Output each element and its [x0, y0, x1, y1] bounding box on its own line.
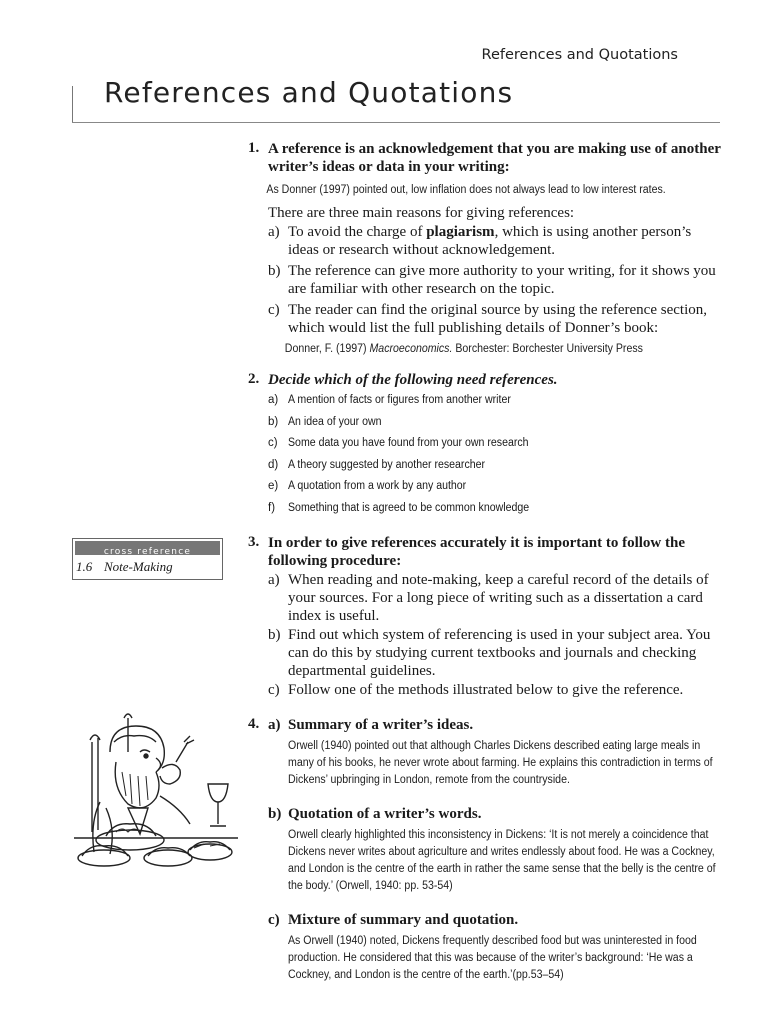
title-horizontal-rule: [72, 122, 720, 123]
section-1-intro: There are three main reasons for giving references:: [268, 205, 575, 221]
list-item: [248, 498, 724, 520]
item-label: d): [268, 458, 279, 471]
section-2-heading: Decide which of the following need references.: [268, 372, 558, 388]
item-label: c): [268, 302, 280, 318]
item-label: c): [268, 912, 280, 928]
title-vertical-rule: [72, 86, 73, 122]
body-line: and London is the centre of the earth in rather the same sense that the belly is the centre of: [288, 863, 716, 875]
body-line: As Orwell (1940) noted, Dickens frequently described food but was uninterested in food: [288, 935, 697, 947]
section-3-heading: [248, 534, 724, 570]
section-3-heading-line: following procedure:: [268, 553, 402, 569]
section-1-example: As Donner (1997) pointed out, low inflation does not always lead to low interest rates.: [266, 184, 666, 196]
section-1-item-b: [248, 262, 724, 298]
section-3-item-b: [248, 626, 724, 680]
section-4c-heading: [248, 911, 724, 929]
item-label: f): [268, 501, 276, 514]
cross-reference-box: [72, 538, 223, 580]
item-text: To avoid the charge of: [288, 224, 427, 240]
section-1-heading: [248, 140, 724, 176]
item-text: , which is using another person’s: [494, 224, 692, 240]
item-text: An idea of your own: [288, 415, 382, 428]
item-line: Follow one of the methods illustrated below to give the reference.: [288, 682, 684, 698]
cross-reference-bar: [75, 541, 220, 555]
item-line: can do this by studying current textbooks and journals and checking: [288, 645, 697, 661]
body-line: Dickens’ upbringing in London, remote from the countryside.: [288, 774, 570, 786]
body-line: the body.’ (Orwell, 1940: pp. 53-54): [288, 880, 453, 892]
cross-reference-label: cross reference: [103, 547, 192, 557]
section-4a-heading: [248, 716, 724, 734]
item-label: b): [268, 806, 282, 822]
section-3-item-a: [248, 571, 724, 625]
item-line: your sources. For a long piece of writing such as a dissertation a card: [288, 590, 703, 606]
heading-text: Mixture of summary and quotation.: [288, 912, 519, 928]
heading-text: Quotation of a writer’s words.: [288, 806, 482, 822]
cross-reference-number: 1.6: [76, 559, 93, 574]
body-line: Orwell (1940) pointed out that although Charles Dickens described eating large meals in: [288, 740, 701, 752]
item-text: A theory suggested by another researcher: [288, 458, 486, 471]
section-1-number: 1.: [248, 140, 260, 156]
item-label: a): [268, 572, 280, 588]
item-line: The reference can give more authority to your writing, for it shows you: [288, 263, 716, 279]
section-4b-body: [248, 827, 724, 895]
section-3-item-c: [248, 681, 724, 699]
section-4: [248, 716, 724, 984]
item-line: When reading and note-making, keep a careful record of the details of: [288, 572, 709, 588]
item-label: e): [268, 480, 279, 492]
running-head: References and Quotations: [481, 47, 678, 63]
item-label: a): [268, 224, 280, 240]
list-item: [248, 433, 724, 455]
page-title: References and Quotations: [104, 76, 514, 109]
body-line: many of his books, he never wrote about farming. He explains this contradiction in terms of: [288, 757, 713, 769]
item-label: c): [268, 437, 278, 449]
item-text: Some data you have found from your own research: [288, 437, 529, 449]
list-item: [248, 390, 724, 412]
citation-text: Borchester: Borchester University Press: [452, 343, 643, 355]
section-4c-body: [248, 933, 724, 984]
section-2-list: [248, 390, 724, 519]
man-eating-illustration: [70, 712, 240, 874]
item-line: [288, 223, 724, 241]
section-1-item-a: [248, 223, 724, 259]
section-1-heading-line: A reference is an acknowledgement that you are making use of another: [268, 141, 721, 157]
item-line: are familiar with other research on the topic.: [288, 281, 555, 297]
item-text: A quotation from a work by any author: [288, 480, 467, 492]
section-2: [248, 371, 724, 519]
item-label: c): [268, 682, 280, 698]
body-line: Cockney, and London is the centre of the earth.’(pp.53–54): [288, 969, 564, 981]
section-3-number: 3.: [248, 534, 260, 550]
heading-text: Summary of a writer’s ideas.: [288, 717, 474, 733]
section-2-number: 2.: [248, 371, 260, 387]
item-text: Something that is agreed to be common knowledge: [288, 501, 530, 514]
item-line: ideas or research without acknowledgement.: [288, 242, 555, 258]
item-line: The reader can find the original source by using the reference section,: [288, 302, 707, 318]
section-1-heading-line: writer’s ideas or data in your writing:: [268, 159, 510, 175]
list-item: [248, 476, 724, 498]
cross-reference-topic: Note-Making: [104, 559, 173, 574]
cross-reference-entry: [73, 559, 222, 575]
body-line: production. He considered that this was because of the writer’s background: ‘He was a: [288, 952, 693, 964]
item-label: b): [268, 263, 281, 279]
citation-title: Macroeconomics.: [369, 343, 453, 355]
citation-text: Donner, F. (1997): [284, 343, 370, 355]
item-label: a): [268, 717, 281, 733]
section-4a-body: [248, 738, 724, 789]
item-label: a): [268, 394, 279, 406]
item-line: Find out which system of referencing is used in your subject area. You: [288, 627, 711, 643]
section-4-number: 4.: [248, 716, 260, 732]
item-label: b): [268, 415, 279, 428]
section-1: [248, 140, 724, 358]
section-3-heading-line: In order to give references accurately it is important to follow the: [268, 535, 685, 551]
item-line: departmental guidelines.: [288, 663, 436, 679]
item-text: A mention of facts or figures from another writer: [288, 394, 511, 406]
section-4b-heading: [248, 805, 724, 823]
plagiarism-term: plagiarism: [426, 224, 495, 240]
item-line: which would list the full publishing details of Donner’s book:: [288, 320, 659, 336]
item-line: index is useful.: [288, 608, 380, 624]
section-1-item-c: [248, 301, 724, 337]
list-item: [248, 412, 724, 434]
body-line: Orwell clearly highlighted this inconsistency in Dickens: ‘It is not merely a coincidence that: [288, 829, 709, 841]
item-label: b): [268, 627, 281, 643]
section-3: [248, 534, 724, 699]
list-item: [248, 455, 724, 477]
donner-citation: [248, 341, 763, 358]
body-line: Dickens never writes about agriculture and writes endlessly about food. He was a Cockney,: [288, 846, 715, 858]
